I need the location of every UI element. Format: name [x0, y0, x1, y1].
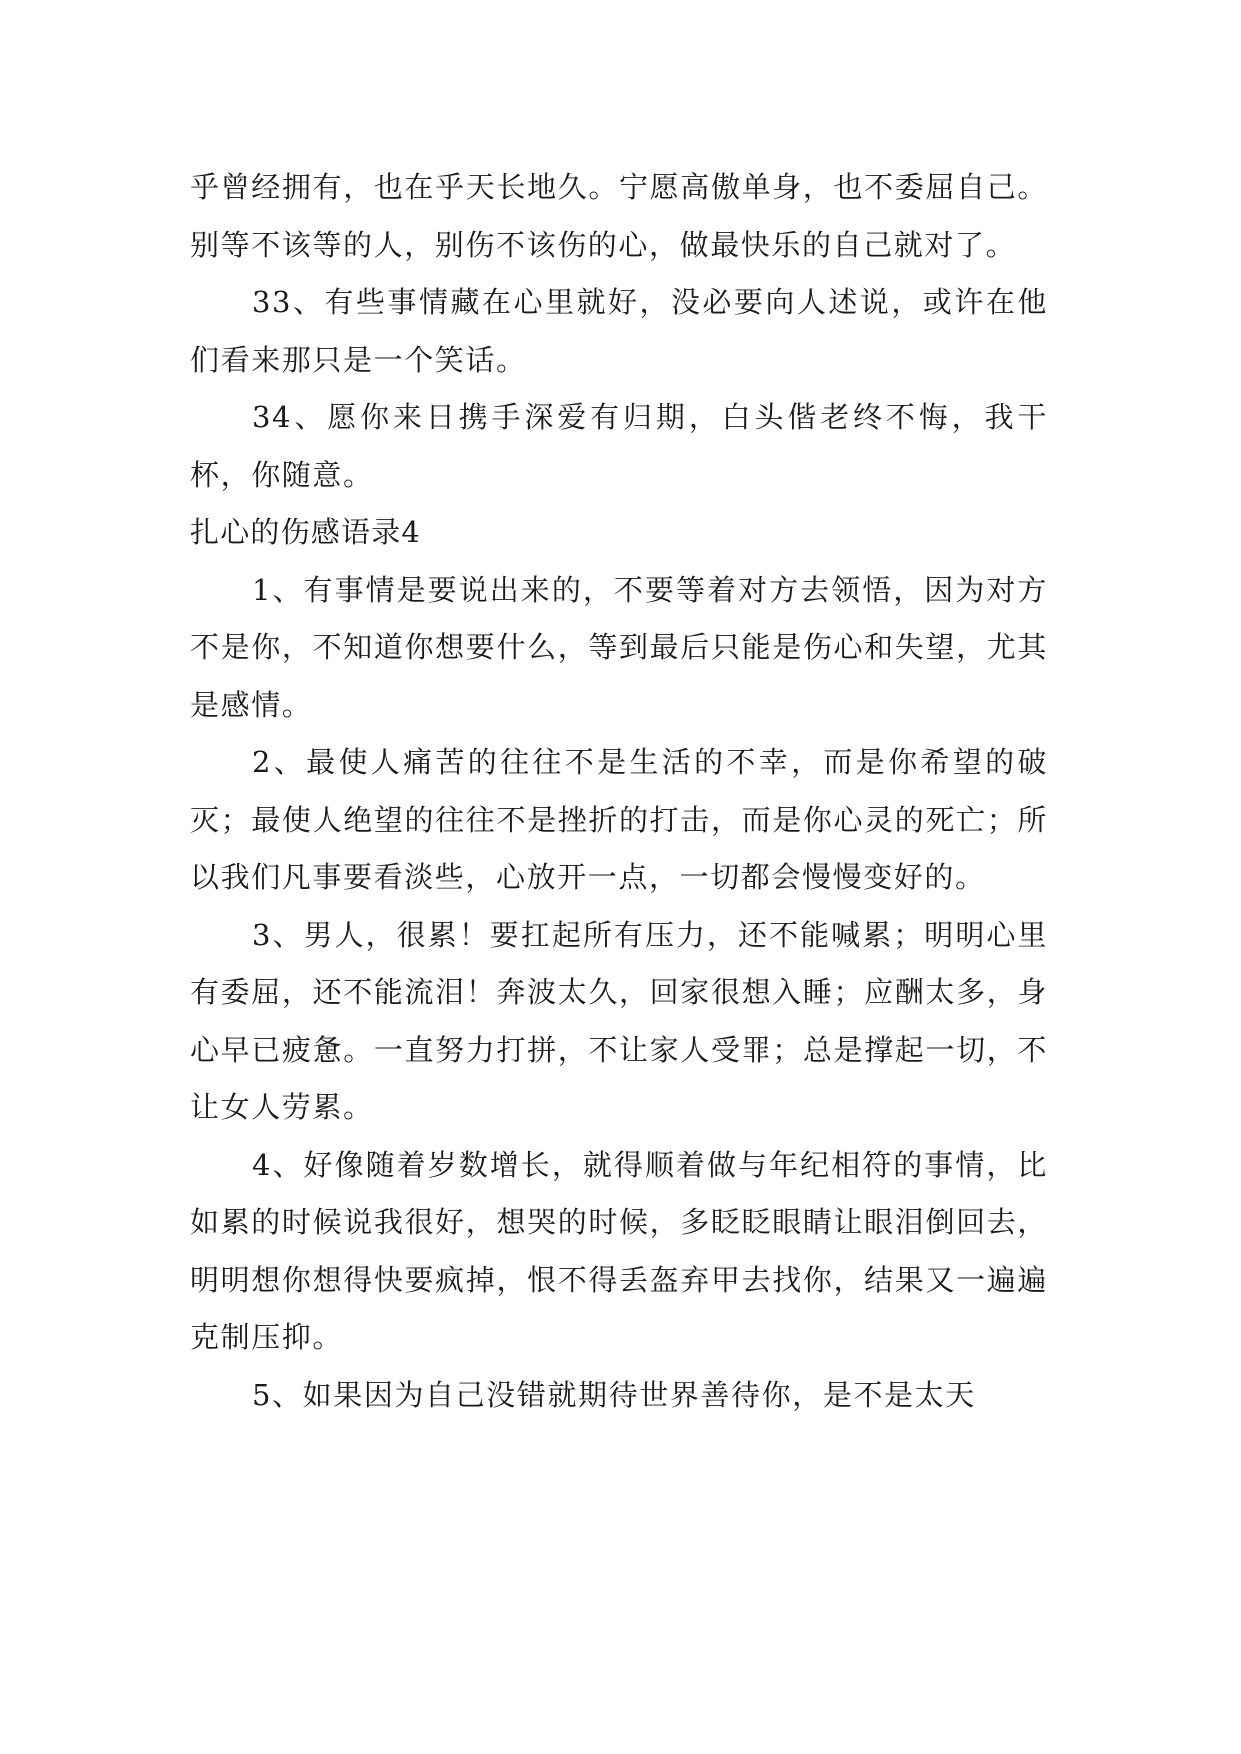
paragraph-quote-4: 4、好像随着岁数增长，就得顺着做与年纪相符的事情，比如累的时候说我很好，想哭的时候，多眨眨眼睛让眼泪倒回去，明明想你想得快要疯掉，恨不得丢盔弃甲去找你，结果又一遍遍克制压抑。 — [190, 1147, 1048, 1354]
paragraph-continued: 乎曾经拥有，也在乎天长地久。宁愿高傲单身，也不委屈自己。别等不该等的人，别伤不该伤的心，做最快乐的自己就对了。 — [190, 170, 1048, 262]
paragraph-quote-2: 2、最使人痛苦的往往不是生活的不幸，而是你希望的破灭；最使人绝望的往往不是挫折的打击，而是你心灵的死亡；所以我们凡事要看淡些，心放开一点，一切都会慢慢变好的。 — [190, 745, 1048, 894]
section-heading: 扎心的伤感语录4 — [190, 515, 422, 549]
paragraph-quote-33: 33、有些事情藏在心里就好，没必要向人述说，或许在他们看来那只是一个笑话。 — [190, 285, 1048, 377]
paragraph-quote-34: 34、愿你来日携手深爱有归期，白头偕老终不悔，我干杯，你随意。 — [190, 400, 1048, 492]
paragraph-quote-5: 5、如果因为自己没错就期待世界善待你，是不是太天 — [252, 1377, 976, 1412]
document-body — [190, 159, 1048, 1424]
paragraph-quote-3: 3、男人，很累！要扛起所有压力，还不能喊累；明明心里有委屈，还不能流泪！奔波太久，回家很想入睡；应酬太多，身心早已疲惫。一直努力打拼，不让家人受罪；总是撑起一切，不让女人劳累。 — [190, 917, 1048, 1124]
paragraph-quote-1: 1、有事情是要说出来的，不要等着对方去领悟，因为对方不是你，不知道你想要什么，等到最后只能是伤心和失望，尤其是感情。 — [190, 572, 1048, 722]
